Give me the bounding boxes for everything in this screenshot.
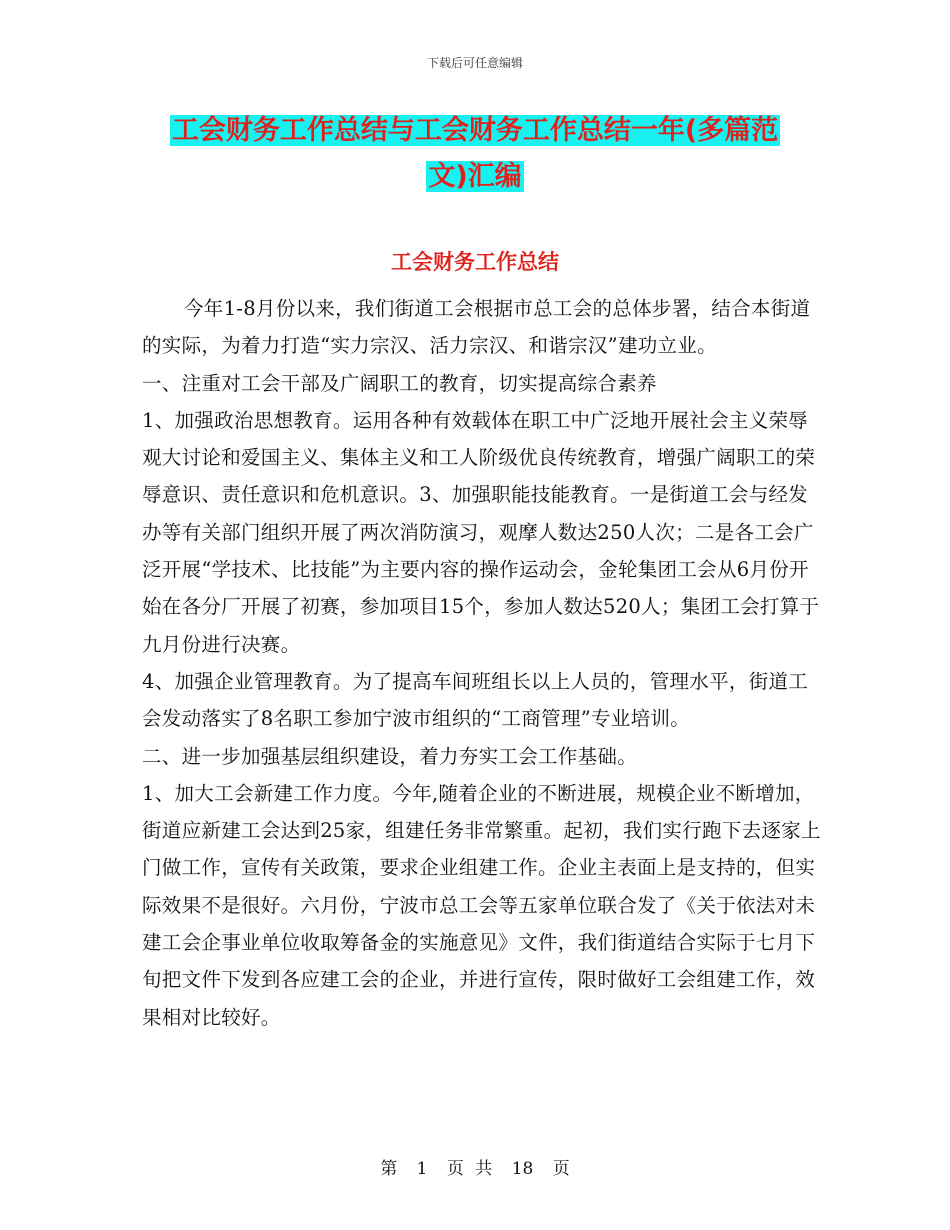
- section-title: 工会财务工作总结: [391, 250, 559, 274]
- heading-section-1: 一、注重对工会干部及广阔职工的教育，切实提高综合素养: [142, 371, 657, 395]
- paragraph-organization: 1、加大工会新建工作力度。今年,随着企业的不断进展，规模企业不断增加，街道应新建工会达到25家，组建任务非常繁重。起初，我们实行跑下去逐家上门做工作，宣传有关政策，要求企业组建工作。企业主表面上是支持的，但实际效果不是很好。六月份，宁波市总工会等五家单位联合发了《关于依法对未建工会企事业单位收取筹备金的实施意见》文件，我们街道结合实际于七月下旬把文件下发到各应建工会的企业，并进行宣传，限时做好工会组建工作，效果相对比较好。: [142, 781, 821, 1029]
- paragraph-education: 1、加强政治思想教育。运用各种有效载体在职工中广泛地开展社会主义荣辱观大讨论和爱国主义、集体主义和工人阶级优良传统教育，增强广阔职工的荣辱意识、责任意识和危机意识。3、加强职能技能教育。一是街道工会与经发办等有关部门组织开展了两次消防演习，观摩人数达250人次；二是各工会广泛开展“学技术、比技能”为主要内容的操作运动会，金轮集团工会从6月份开始在各分厂开展了初赛，参加项目15个，参加人数达520人；集团工会打算于九月份进行决赛。: [142, 408, 820, 656]
- footer-page-number: 1: [416, 1159, 428, 1179]
- document-body: [142, 290, 822, 1036]
- document-title-line-1: 工会财务工作总结与工会财务工作总结一年(多篇范: [171, 115, 779, 146]
- document-title: [150, 108, 800, 200]
- page-footer: [0, 1154, 950, 1179]
- footer-suffix: 页: [552, 1159, 570, 1179]
- footer-middle: 页 共: [446, 1159, 493, 1179]
- footer-prefix: 第: [380, 1159, 398, 1179]
- heading-section-2: 二、进一步加强基层组织建设，着力夯实工会工作基础。: [142, 744, 638, 768]
- document-title-line-2: 文)汇编: [428, 161, 522, 192]
- footer-total-pages: 18: [511, 1159, 534, 1179]
- paragraph-management: 4、加强企业管理教育。为了提高车间班组长以上人员的，管理水平，街道工会发动落实了8名职工参加宁波市组织的“工商管理”专业培训。: [142, 669, 809, 731]
- paragraph-intro: 今年1-8月份以来，我们街道工会根据市总工会的总体步署，结合本街道的实际，为着力打造“实力宗汉、活力宗汉、和谐宗汉”建功立业。: [142, 297, 811, 358]
- header-note: 下载后可任意编辑: [426, 56, 523, 70]
